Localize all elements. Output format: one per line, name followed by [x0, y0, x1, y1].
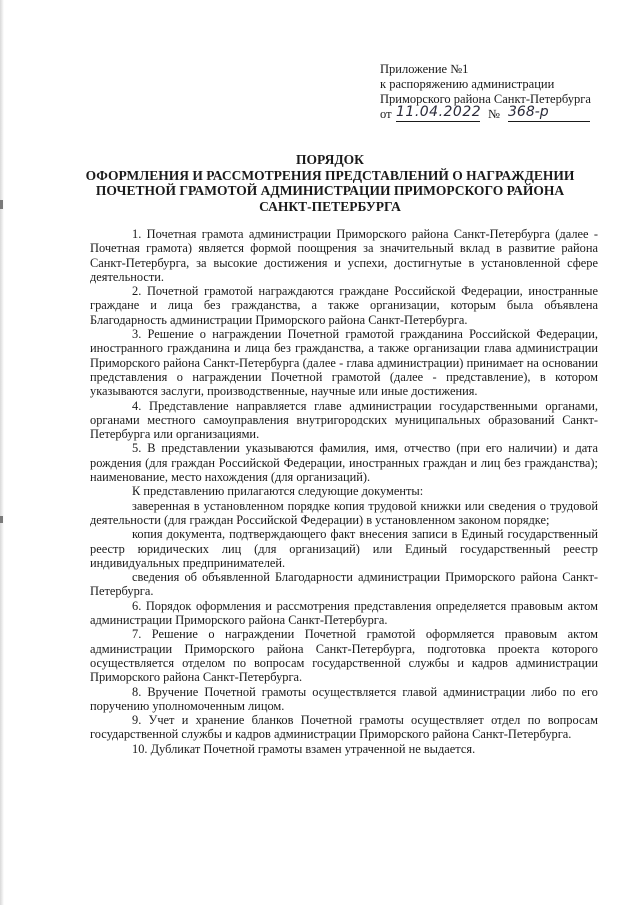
attachment-item: заверенная в установленном порядке копия трудовой книжки или сведения о трудовой деятельности (для граждан Российской Федерации) в установленном законом порядке;	[90, 498, 598, 527]
document-body	[90, 227, 598, 756]
number-prefix: №	[488, 107, 500, 121]
document-title	[60, 152, 600, 214]
title-line: ОФОРМЛЕНИЯ И РАССМОТРЕНИЯ ПРЕДСТАВЛЕНИЙ О НАГРАЖДЕНИИ	[85, 167, 575, 183]
title-line: САНКТ-ПЕТЕРБУРГА	[259, 198, 401, 214]
appendix-header	[380, 62, 610, 122]
appendix-number: Приложение №1	[380, 62, 469, 76]
paragraph-2: 2. Почетной грамотой награждаются граждане Российской Федерации, иностранные граждане и лица без гражданства, а также организации, которым была объявлена Благодарность администрации Приморского района Санкт-Петербурга.	[90, 284, 598, 327]
attachment-item: сведения об объявленной Благодарности администрации Приморского района Санкт-Петербурга.	[90, 570, 598, 599]
scan-edge-mark	[0, 200, 3, 209]
appendix-district: Приморского района Санкт-Петербурга	[380, 92, 591, 106]
paragraph-1: 1. Почетная грамота администрации Приморского района Санкт-Петербурга (далее - Почетная грамота) является формой поощрения за значительный вклад в развитие района Санкт-Петербурга, за высокие достижения и успехи, достигнутые в установленной сфере деятельности.	[90, 227, 598, 284]
appendix-date-number-line	[380, 104, 610, 122]
paragraph-5: 5. В представлении указываются фамилия, имя, отчество (при его наличии) и дата рождения (для граждан Российской Федерации, иностранных граждан и лиц без гражданства); наименование, место нахождения (для организаций).	[90, 441, 598, 485]
appendix-order-ref: к распоряжению администрации	[380, 77, 555, 91]
paragraph-7: 7. Решение о награждении Почетной грамотой оформляется правовым актом администрации Приморского района Санкт-Петербурга, подготовка проекта которого осуществляется отделом по вопросам государственной службы и кадров администрации Приморского района Санкт-Петербурга.	[90, 627, 598, 685]
title-line: ПОЧЕТНОЙ ГРАМОТОЙ АДМИНИСТРАЦИИ ПРИМОРСКОГО РАЙОНА	[95, 183, 565, 198]
paragraph-10: 10. Дубликат Почетной грамоты взамен утраченной не выдается.	[132, 741, 476, 756]
paragraph-6: 6. Порядок оформления и рассмотрения представления определяется правовым актом администрации Приморского района Санкт-Петербурга.	[90, 598, 598, 628]
date-prefix: от	[380, 107, 392, 121]
scan-edge-shadow	[0, 0, 4, 905]
handwritten-number: 368-р	[508, 104, 590, 122]
paragraph-4: 4. Представление направляется главе администрации государственными органами, органами местного самоуправления внутригородских муниципальных образований Санкт-Петербурга или организациями.	[90, 398, 598, 442]
paragraph-8: 8. Вручение Почетной грамоты осуществляется главой администрации либо по его поручению уполномоченным лицом.	[90, 684, 598, 713]
attachments-intro: К представлению прилагаются следующие документы:	[132, 484, 424, 499]
attachment-item: копия документа, подтверждающего факт внесения записи в Единый государственный реестр юридических лиц (для организаций) или Единый государственный реестр индивидуальных предпринимателей.	[90, 527, 598, 570]
scan-edge-mark	[0, 516, 3, 523]
handwritten-date: 11.04.2022	[396, 104, 482, 120]
title-line: ПОРЯДОК	[296, 152, 364, 167]
paragraph-3: 3. Решение о награждении Почетной грамотой гражданина Российской Федерации, иностранного гражданина и лица без гражданства, а также организации глава администрации Приморского района Санкт-Петербурга (далее - глава администрации) принимает на основании представления о награждении Почетной грамотой (далее - представление), в котором указываются заслуги, производственные, научные или иные достижения.	[90, 327, 598, 399]
paragraph-9: 9. Учет и хранение бланков Почетной грамоты осуществляет отдел по вопросам государственной службы и кадров администрации Приморского района Санкт-Петербурга.	[90, 713, 598, 742]
